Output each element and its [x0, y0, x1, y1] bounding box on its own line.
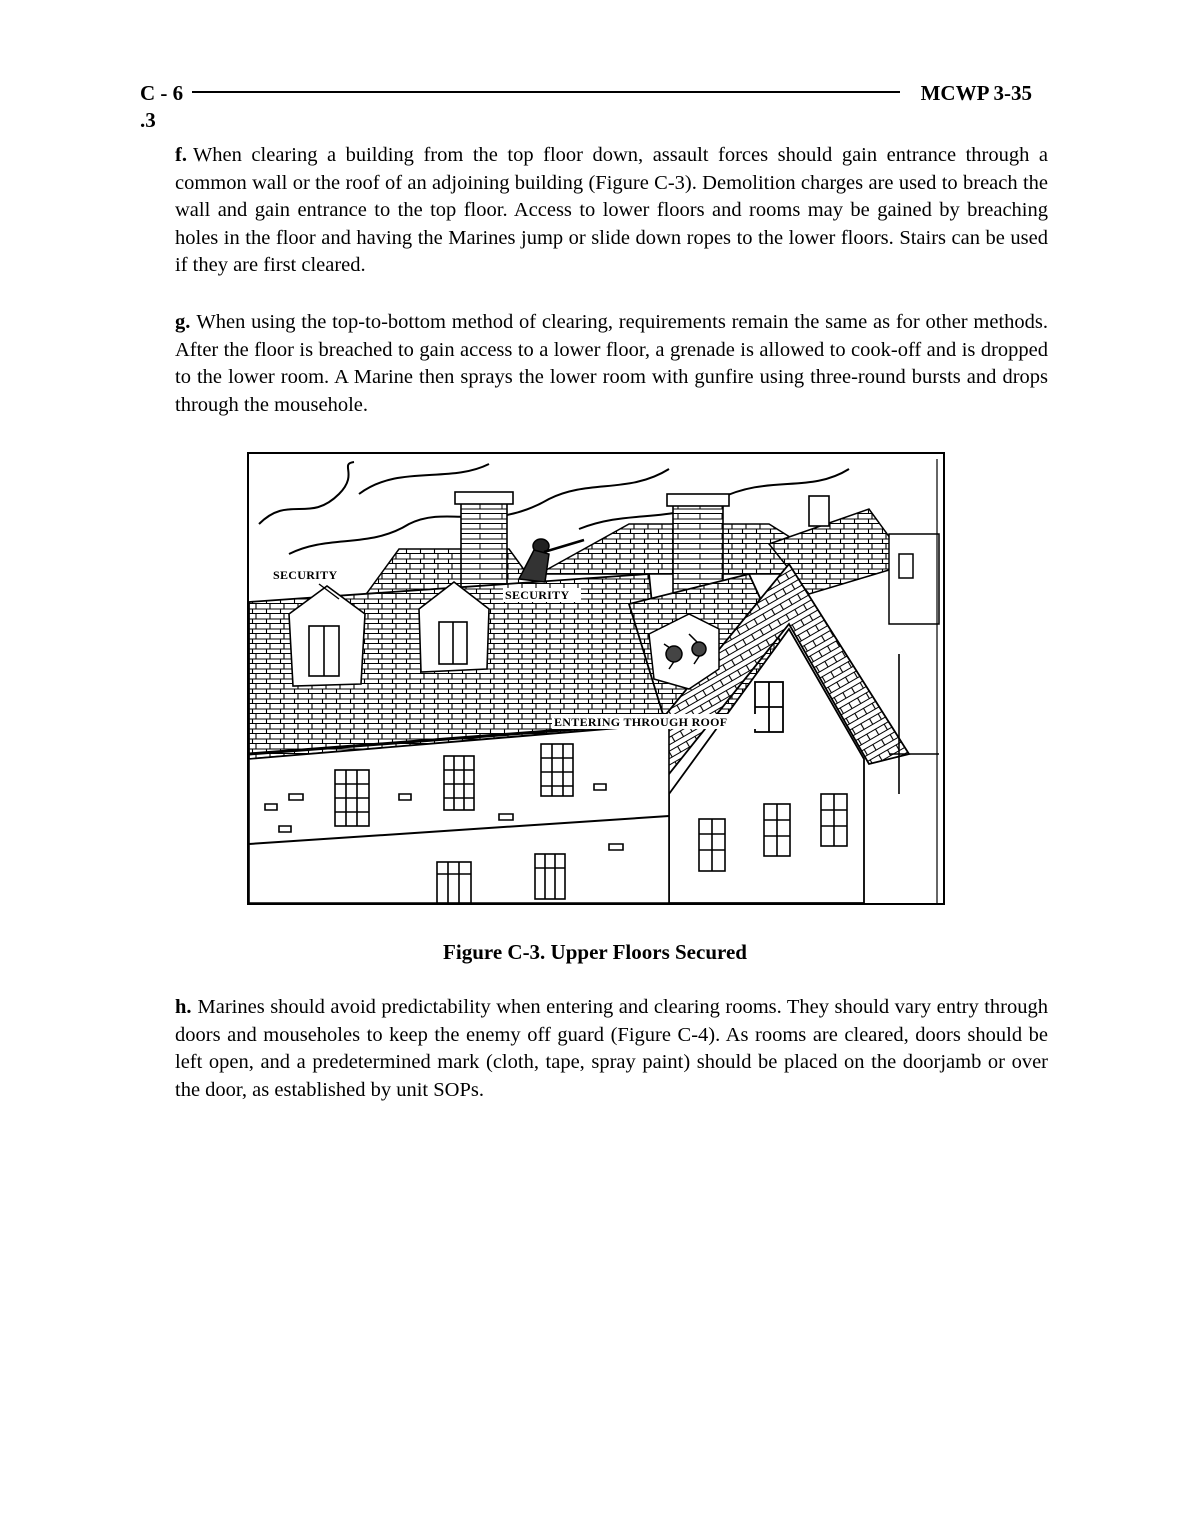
security-label-left: SECURITY	[273, 568, 338, 582]
security-label-center: SECURITY	[505, 588, 570, 602]
entering-through-roof-label: ENTERING THROUGH ROOF	[554, 715, 728, 729]
figure-caption: Figure C-3. Upper Floors Secured	[443, 940, 747, 964]
page-number-wrap: .3	[140, 108, 156, 132]
paragraph-label: g.	[175, 311, 191, 333]
paragraph-g	[175, 309, 1048, 419]
paragraph-text: Marines should avoid predictability when entering and clearing rooms. They should vary entry through doors and mouseholes to keep the enemy off guard (Figure C-4). As rooms are cleared, doors should be left open, and a predetermined mark (cloth, tape, spray paint) should be placed on the doorjamb or over the door, as established by unit SOPs.	[175, 996, 1048, 1101]
paragraph-text: When using the top-to-bottom method of clearing, requirements remain the same as for other methods. After the floor is breached to gain access to a lower floor, a grenade is allowed to cook-off and is dropped to the lower room. A Marine then sprays the lower room with gunfire using three-round bursts and drops through the mousehole.	[175, 311, 1048, 416]
page-number: C - 6	[140, 81, 184, 105]
paragraph-f	[175, 142, 1048, 280]
paragraph-label: f.	[175, 144, 187, 166]
publication-id: MCWP 3-35	[920, 81, 1032, 105]
rooftop-illustration	[249, 454, 943, 903]
header-rule	[192, 91, 900, 93]
paragraph-text: When clearing a building from the top floor down, assault forces should gain entrance through a common wall or the roof of an adjoining building (Figure C-3). Demolition charges are used to breach the wall and gain entrance to the top floor. Access to lower floors and rooms may be gained by breaching holes in the floor and having the Marines jump or slide down ropes to the lower floors. Stairs can be used if they are first cleared.	[175, 144, 1048, 276]
paragraph-label: h.	[175, 996, 192, 1018]
figure-c3	[247, 452, 945, 905]
paragraph-h	[175, 994, 1048, 1104]
page-header	[140, 80, 1032, 106]
